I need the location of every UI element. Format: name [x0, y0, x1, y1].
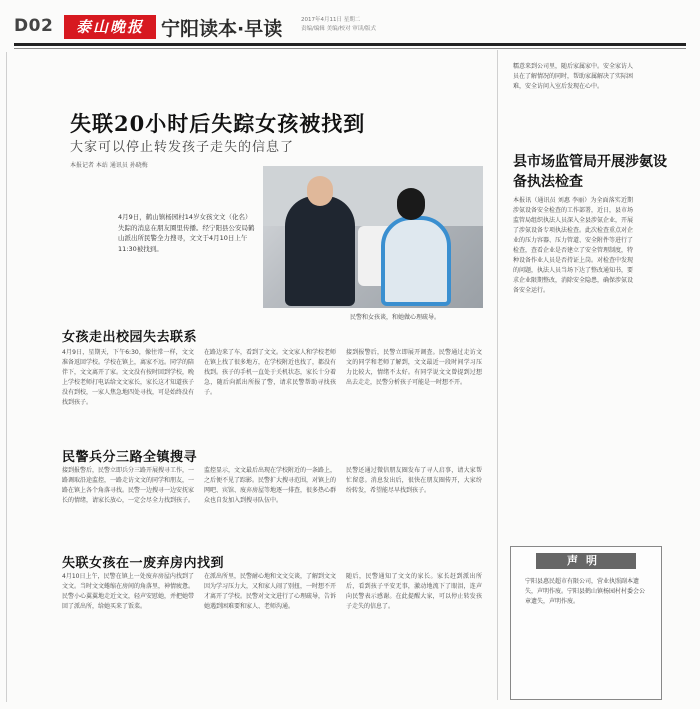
masthead-rule: [14, 43, 686, 46]
newspaper-logo: 泰山晚报: [64, 15, 156, 39]
page-fold-edge: [6, 52, 7, 702]
masthead: [14, 12, 686, 42]
sidebar-top-fragment: 糯意来到公司里，随后家属家中。安全家访人员在了解情况的同时，帮助家属解决了实际困难，安全访问入室后发现在心中。: [513, 63, 634, 90]
masthead-meta: [301, 16, 451, 34]
photo-officer-head: [307, 176, 333, 206]
masthead-rule-thin: [14, 48, 686, 49]
section-3-col-1: 4月10日上午，民警在镇上一处废弃房屋内找到了文文。当时文文蜷缩在房间的角落里，神情疲惫。民警小心翼翼地走近文文，轻声安慰她，并把她带回了派出所，给她买来了饭菜。: [62, 573, 194, 610]
photo-police-officer: [285, 196, 355, 306]
photo-caption: 民警和女孩谈，和她做心理疏导。: [350, 314, 441, 321]
column-separator: [497, 50, 498, 700]
section-title: 宁阳读本·早读: [161, 18, 283, 40]
article-byline: 本报记者 本站 通讯员 孙晓梅: [70, 162, 148, 169]
notice-title: 声明: [536, 553, 636, 569]
article-subheadline: 大家可以停止转发孩子走失的信息了: [70, 140, 295, 155]
sidebar-headline: 县市场监管局开展涉氨设备执法检查: [513, 154, 667, 190]
section-2-col-2: 监控显示，文文最后出现在学校附近的一条路上，之后便不见了踪影。民警扩大搜寻范围，对镇上的网吧、宾馆、废弃房屋等地逐一排查，很多热心群众也自发加入到搜寻队伍中。: [204, 467, 336, 504]
section-2-col-3: 民警还通过微信朋友圈发布了寻人启事，请大家帮忙留意。消息发出后，很快在朋友圈传开，大家纷纷转发，希望能尽早找到孩子。: [346, 467, 482, 494]
section-heading-3: 失联女孩在一废弃房内找到: [62, 556, 225, 571]
section-3-col-3: 随后，民警通知了文文的家长。家长赶到派出所后，看到孩子平安无事，激动地流下了眼泪，连声向民警表示感谢。在此提醒大家，可以停止转发孩子走失的信息了。: [346, 573, 482, 610]
sidebar-body: 本报讯（通讯员 刘惠 李丽）为全面落实近期涉氨设备安全检查的工作部署，近日，县市场监管局组织执法人员深入全县涉氨企业，开展了涉氨设备专项执法检查。此次检查重点对企业的压力容器、压力管道、安全附件等进行了检查，查看企业是否建立了安全管理制度，特种设备作业人员是否持证上岗。对检查中发现的问题，执法人员当场下达了整改通知书，要求企业限期整改，消除安全隐患，确保涉氨设备安全运行。: [513, 197, 633, 294]
photo-girl-head: [397, 188, 425, 220]
page-number: D02: [14, 16, 54, 36]
section-2-col-1: 接到报警后，民警立即兵分三路开展搜寻工作，一路调取沿途监控，一路走访文文的同学和朋友，一路在镇上各个角落寻找。民警一边搜寻一边安抚家长的情绪，请家长放心，一定会尽全力找到孩子。: [62, 467, 194, 504]
section-1-col-3: 接到报警后，民警立即展开调查。民警通过走访文文的同学和老师了解到，文文最近一段时间学习压力比较大，情绪不太好。有同学说文文曾提到过想出去走走，民警分析孩子可能是一时想不开。: [346, 349, 482, 386]
section-heading-1: 女孩走出校园失去联系: [62, 330, 198, 345]
news-photo: [263, 166, 483, 308]
notice-body: 宁阳县惠民超市有限公司，营业执照副本遗失，声明作废。宁阳县鹤山镇杨园村村委会公章遗失，声明作废。: [525, 578, 646, 605]
editor-line: 责编/编辑 美编/校对 审读/版式: [301, 26, 377, 32]
notice-box: [510, 546, 662, 700]
article-lead: 4月9日，鹤山镇杨园村14岁女孩文文（化名）失踪的消息在朋友圈里传播。经宁阳县公安局鹤山派出所民警全力搜寻，文文于4月10日上午11:30被找到。: [118, 213, 255, 253]
section-3-col-2: 在派出所里，民警耐心地和文文交谈，了解到文文因为学习压力大，又和家人闹了别扭，一时想不开才离开了学校。民警对文文进行了心理疏导，告诉她遇到困难要和家人、老师沟通。: [204, 573, 336, 610]
section-1-col-1: 4月9日，星期天，下午6:30，像往常一样，文文准备返回学校。学校在镇上，离家不远。同学的陪伴下，文文离开了家。文文没有按时回到学校，晚上学校老师打电话给文文家长，家长这才知道孩子没有到校，一家人焦急地四处寻找，可是始终没有找到孩子。: [62, 349, 194, 406]
photo-girl: [381, 216, 451, 306]
section-heading-2: 民警兵分三路全镇搜寻: [62, 450, 198, 465]
date-line: 2017年4月11日 星期二: [301, 17, 361, 23]
article-headline: 失联20小时后失踪女孩被找到: [70, 111, 366, 136]
section-1-col-2: 在路边来了车，看到了文文。文文家人和学校老师在镇上找了很多地方，在学校附近也找了，都没有找到。孩子的手机一直处于关机状态，家长十分着急，随后向派出所报了警，请求民警帮助寻找孩子。: [204, 349, 336, 396]
